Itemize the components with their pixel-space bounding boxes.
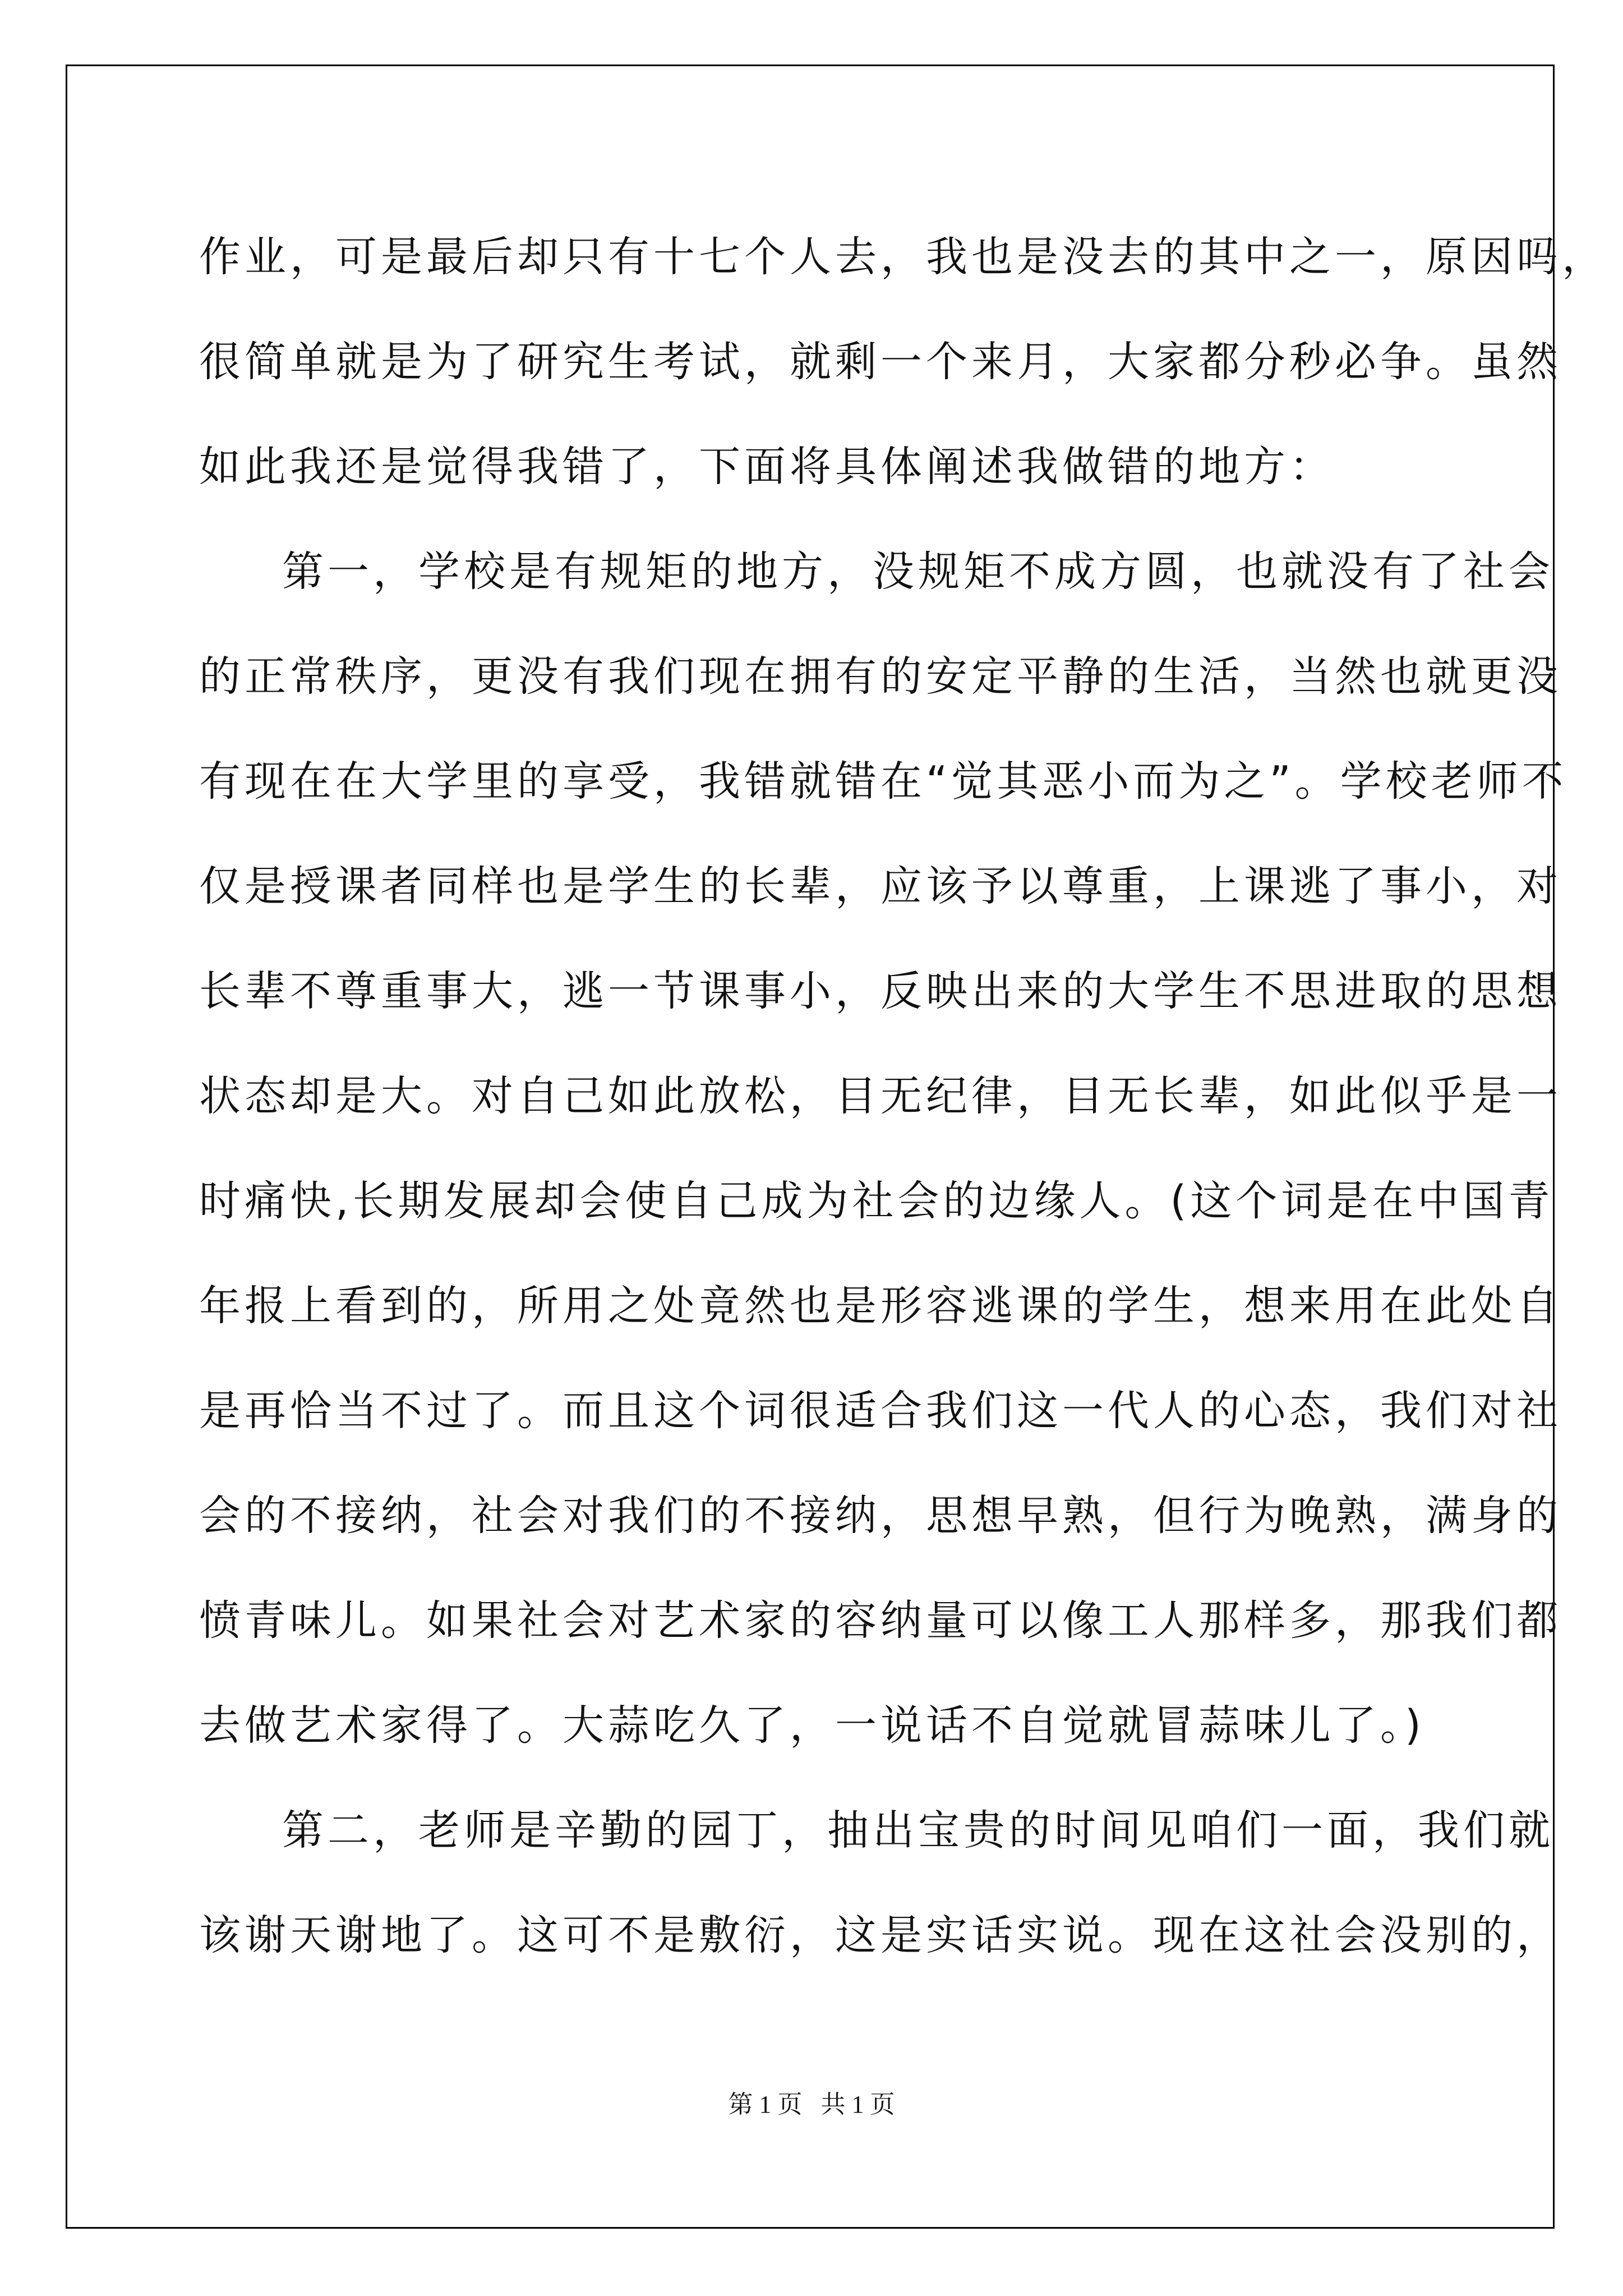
text-line: 有现在在大学里的享受，我错就错在“觉其恶小而为之”。学校老师不 xyxy=(199,757,1567,806)
text-line: 仅是授课者同样也是学生的长辈，应该予以尊重，上课逃了事小，对 xyxy=(199,862,1562,910)
text-line: 该谢天谢地了。这可不是敷衍，这是实话实说。现在这社会没别的， xyxy=(199,1911,1562,1959)
text-line: 去做艺术家得了。大蒜吃久了，一说话不自觉就冒蒜味儿了。) xyxy=(199,1701,1425,1750)
text-line: 是再恰当不过了。而且这个词很适合我们这一代人的心态，我们对社 xyxy=(199,1387,1562,1435)
document-body xyxy=(199,205,1607,1988)
text-line: 时痛快,长期发展却会使自己成为社会的边缘人。(这个词是在中国青 xyxy=(199,1177,1554,1225)
text-line: 的正常秩序，更没有我们现在拥有的安定平静的生活，当然也就更没 xyxy=(199,652,1562,701)
text-line: 愤青味儿。如果社会对艺术家的容纳量可以像工人那样多，那我们都 xyxy=(199,1596,1562,1645)
paragraph-first-line: 第一，学校是有规矩的地方，没规矩不成方圆，也就没有了社会 xyxy=(282,547,1554,596)
text-line: 作业，可是最后却只有十七个人去，我也是没去的其中之一，原因吗， xyxy=(199,233,1607,281)
text-line: 状态却是大。对自己如此放松，目无纪律，目无长辈，如此似乎是一 xyxy=(199,1072,1562,1120)
paragraph-first-line: 第二，老师是辛勤的园丁，抽出宝贵的时间见咱们一面，我们就 xyxy=(282,1806,1554,1855)
text-line: 会的不接纳，社会对我们的不接纳，思想早熟，但行为晚熟，满身的 xyxy=(199,1492,1562,1540)
text-line: 很简单就是为了研究生考试，就剩一个来月，大家都分秒必争。虽然 xyxy=(199,338,1562,386)
text-line: 年报上看到的，所用之处竟然也是形容逃课的学生，想来用在此处自 xyxy=(199,1282,1562,1330)
text-line: 如此我还是觉得我错了，下面将具体阐述我做错的地方： xyxy=(199,443,1335,491)
text-line: 长辈不尊重事大，逃一节课事小，反映出来的大学生不思进取的思想 xyxy=(199,967,1562,1015)
page-number-footer: 第 1 页 共 1 页 xyxy=(728,2091,895,2118)
